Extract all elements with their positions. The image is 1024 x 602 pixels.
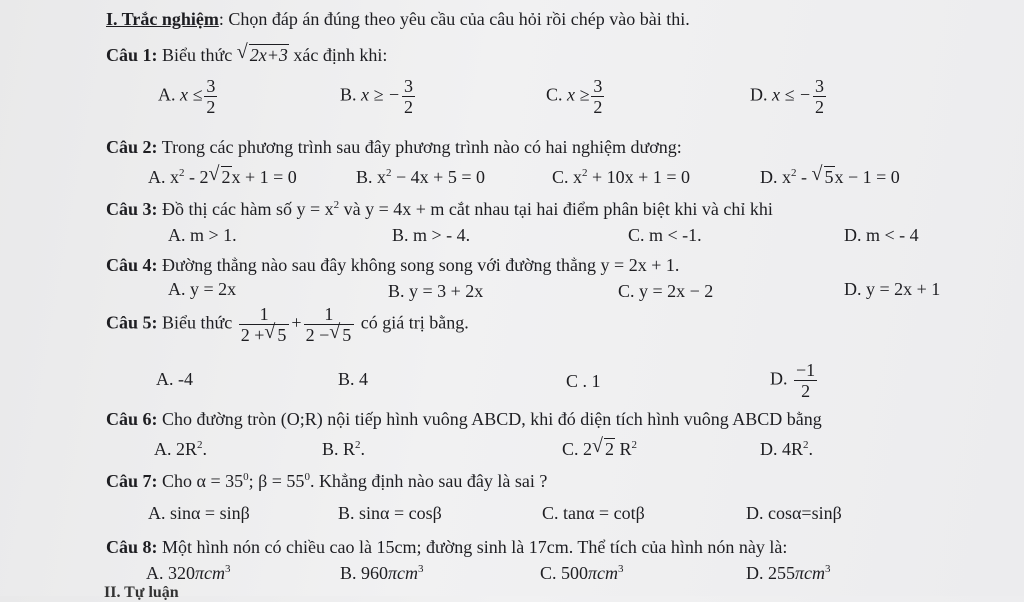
q8-option-c: C. 500πcm$^3$ (540, 563, 624, 583)
q2-option-a: A. $x^2 - 2$ √ 2x + 1 = 0 (148, 163, 297, 187)
question-label: Câu 1: (106, 45, 158, 65)
q5-option-a: A. -4 (156, 369, 193, 389)
q2-option-c: C. $x^2 + 10x + 1 = 0$ (552, 167, 690, 187)
question-text: Biểu thức (162, 312, 233, 333)
question-5: Câu 5: Biểu thức 1 2 + √ 5 + 1 2 − √ 5 có giá trị bằng. (106, 304, 469, 345)
q8-option-b: B. 960πcm$^3$ (340, 563, 424, 583)
fraction-2: 1 2 − √ 5 (304, 304, 355, 345)
q8-option-d: D. 255πcm$^3$ (746, 563, 831, 583)
q7-option-a: A. sinα = sinβ (148, 503, 250, 523)
q4-option-c: C. y = 2x − 2 (618, 281, 714, 301)
question-text: Đường thẳng nào sau đây không song song với đường thẳng y = 2x + 1. (162, 255, 680, 275)
q6-option-d: D. $4R^2$. (760, 439, 814, 459)
question-label: Câu 7: (106, 471, 158, 491)
q5-option-c: C . 1 (566, 371, 601, 391)
q1-option-b: B. x ≥ − $\frac{3}{2}$ (340, 76, 414, 117)
question-label: Câu 8: (106, 537, 158, 557)
q8-option-a: A. 320πcm$^3$ (146, 563, 231, 583)
question-7: Câu 7: Cho $\alpha = 35^0$; $\beta = 55^0$. Khẳng định nào sau đây là sai ? (106, 471, 548, 491)
sqrt-expression: √ 2x+3 (236, 41, 288, 65)
q1-option-d: D. x ≤ − $\frac{3}{2}$ (750, 76, 825, 117)
q7-option-d: D. cosα=sinβ (746, 503, 842, 523)
q2-option-d: D. $x^2$ - √ 5x − 1 = 0 (760, 163, 900, 187)
q3-option-a: A. m > 1. (168, 225, 237, 245)
q2-option-b: B. $x^2 - 4x + 5 = 0$ (356, 167, 485, 187)
q3-option-d: D. m < - 4 (844, 225, 919, 245)
q6-option-b: B. $R^2$. (322, 439, 366, 459)
question-8 (106, 536, 787, 558)
q6-option-c: C. 2 √ 2 $R^2$ (562, 435, 638, 459)
question-2 (106, 136, 682, 158)
question-3: Câu 3: Đồ thị các hàm số $y = x^2$ và y = 4x + m cắt nhau tại hai điểm phân biệt khi và chỉ khi (106, 199, 773, 219)
question-text: xác định khi: (293, 45, 388, 65)
section-2-title: II. Tự luận (104, 584, 179, 601)
q6-option-a: A. $2R^2$. (154, 439, 208, 459)
question-text: Cho đường tròn (O;R) nội tiếp hình vuông ABCD, khi đó diện tích hình vuông ABCD bằng (162, 409, 822, 429)
q4-option-b: B. y = 3 + 2x (388, 281, 484, 301)
question-label: Câu 3: (106, 199, 158, 219)
q5-option-b: B. 4 (338, 369, 369, 389)
question-text: có giá trị bằng. (360, 312, 469, 333)
question-6 (106, 408, 822, 430)
question-text: Trong các phương trình sau đây phương trình nào có hai nghiệm dương: (161, 137, 682, 157)
section-instruction: : Chọn đáp án đúng theo yêu cầu của câu hỏi rồi chép vào bài thi. (218, 9, 690, 29)
q1-option-c: C. x ≥ $\frac{3}{2}$ (546, 76, 603, 117)
question-label: Câu 5: (106, 312, 158, 333)
q3-option-c: C. m < -1. (628, 225, 702, 245)
q1-option-a: A. x ≤ $\frac{3}{2}$ (158, 76, 216, 117)
question-text: Biểu thức (162, 45, 233, 65)
q7-option-c: C. tanα = cotβ (542, 503, 645, 523)
q4-option-a: A. y = 2x (168, 279, 237, 299)
question-label: Câu 6: (106, 409, 158, 429)
question-text: . Khẳng định nào sau đây là sai ? (309, 471, 548, 491)
question-text: Một hình nón có chiều cao là 15cm; đường sinh là 17cm. Thể tích của hình nón này là: (162, 537, 788, 557)
question-text: Đồ thị các hàm số y = x (162, 199, 334, 219)
q3-option-b: B. m > - 4. (392, 225, 471, 245)
question-label: Câu 2: (106, 137, 158, 157)
q7-option-b: B. sinα = cosβ (338, 503, 442, 523)
section-header (106, 8, 690, 30)
question-label: Câu 4: (106, 255, 158, 275)
q5-option-d: D. $\frac{-1}{2}$ (770, 360, 816, 401)
fraction-1: 1 2 + √ 5 (239, 304, 290, 345)
question-4 (106, 254, 679, 276)
q4-option-d: D. y = 2x + 1 (844, 279, 941, 299)
section-title: I. Trắc nghiệm (106, 9, 219, 29)
question-1 (106, 41, 388, 66)
